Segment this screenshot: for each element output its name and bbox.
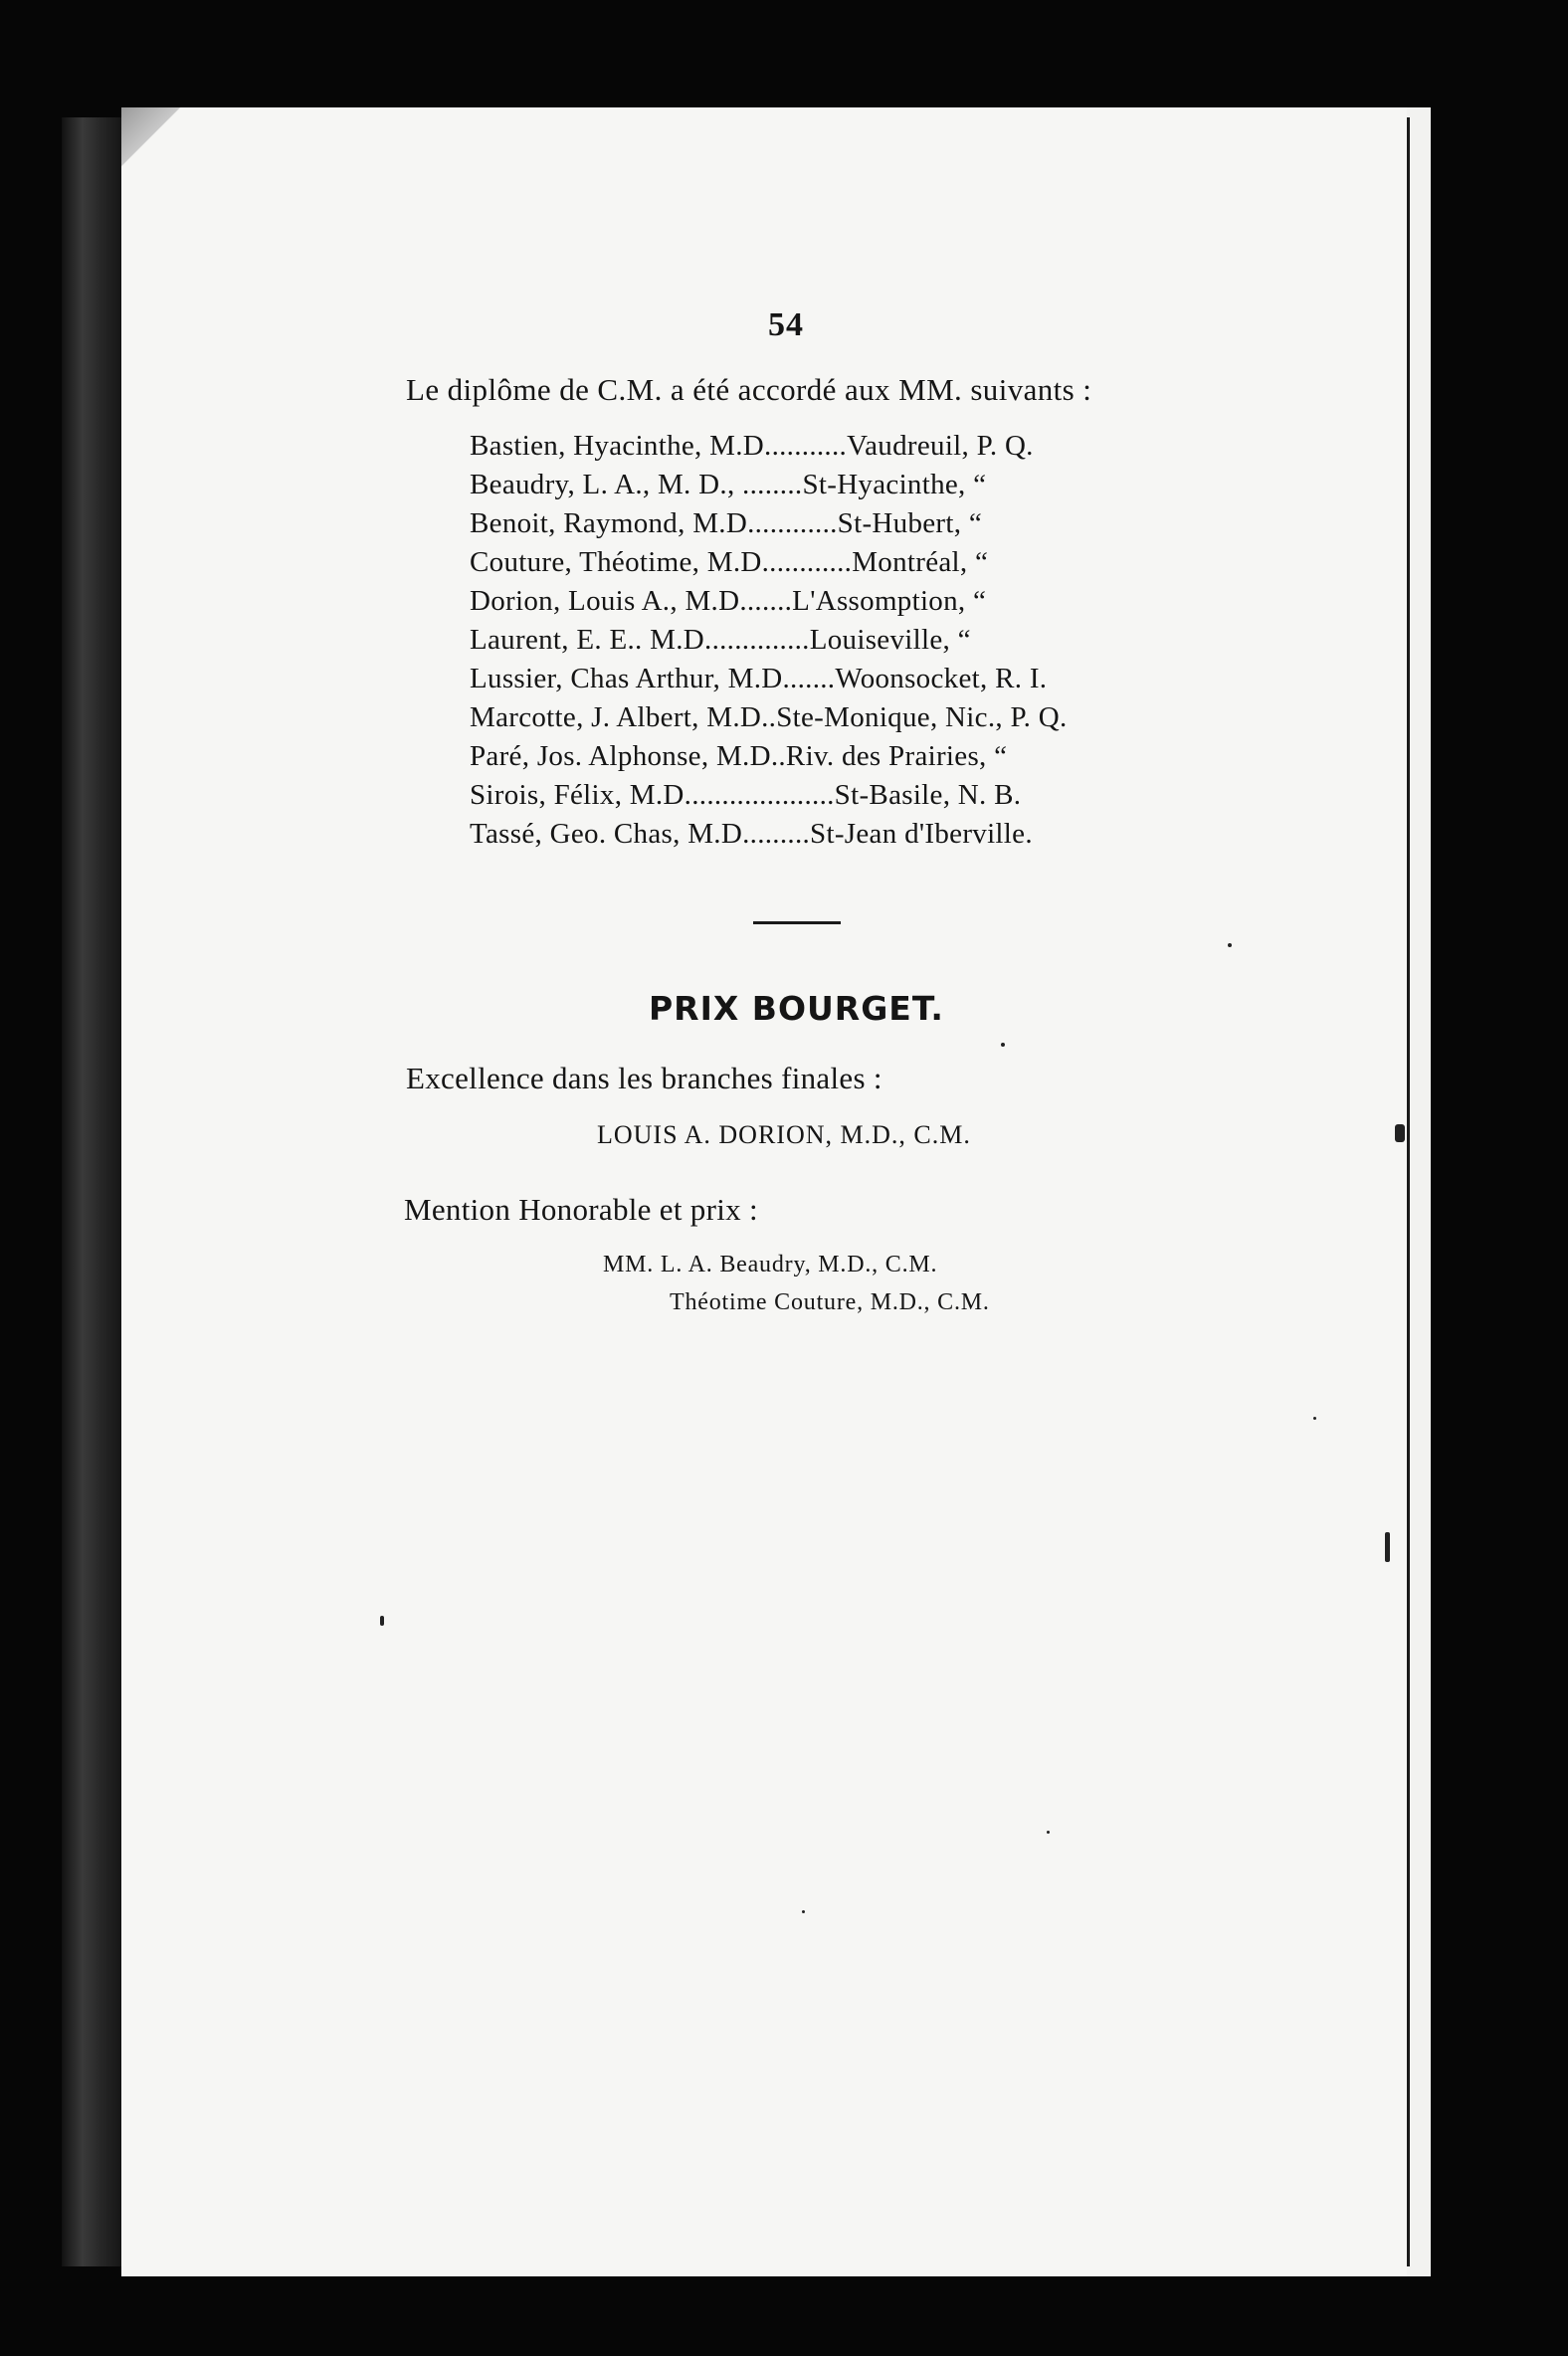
section-divider [753, 921, 841, 924]
book-spine [62, 117, 121, 2266]
graduate-entry: Benoit, Raymond, M.D............St-Hubert, “ [470, 507, 983, 539]
graduate-entry: Bastien, Hyacinthe, M.D...........Vaudreuil, P. Q. [470, 430, 1034, 462]
graduates-list [470, 430, 1166, 857]
excellence-winner: LOUIS A. DORION, M.D., C.M. [597, 1120, 971, 1149]
diploma-intro: Le diplôme de C.M. a été accordé aux MM. suivants : [406, 372, 1092, 407]
page-corner-fold [121, 107, 191, 167]
mention-recipient: Théotime Couture, M.D., C.M. [670, 1289, 990, 1315]
mention-recipient: MM. L. A. Beaudry, M.D., C.M. [603, 1252, 938, 1277]
graduate-entry: Marcotte, J. Albert, M.D..Ste-Monique, Nic., P. Q. [470, 701, 1068, 733]
scan-speck [380, 1616, 384, 1626]
graduate-entry: Paré, Jos. Alphonse, M.D..Riv. des Prairies, “ [470, 740, 1008, 772]
scan-speck [1395, 1124, 1405, 1142]
graduate-entry: Lussier, Chas Arthur, M.D.......Woonsocket, R. I. [470, 663, 1048, 694]
graduate-entry: Laurent, E. E.. M.D..............Louiseville, “ [470, 624, 971, 656]
graduate-entry: Couture, Théotime, M.D............Montréal, “ [470, 546, 989, 578]
graduate-entry: Beaudry, L. A., M. D., ........St-Hyacinthe, “ [470, 469, 987, 500]
scan-speck [1047, 1831, 1050, 1834]
graduate-entry: Tassé, Geo. Chas, M.D.........St-Jean d'Iberville. [470, 818, 1033, 850]
scan-speck [1001, 1043, 1005, 1047]
page-number: 54 [768, 306, 804, 343]
graduate-entry: Dorion, Louis A., M.D.......L'Assomption, “ [470, 585, 987, 617]
scan-speck [1385, 1532, 1390, 1562]
scan-speck [802, 1910, 805, 1913]
prize-heading: PRIX BOURGET. [649, 989, 944, 1028]
scan-speck [1228, 943, 1232, 947]
scan-speck [1313, 1417, 1316, 1420]
page-fold-line [1407, 117, 1410, 2266]
excellence-label: Excellence dans les branches finales : [406, 1061, 882, 1095]
page-edge [1407, 107, 1431, 2276]
mention-label: Mention Honorable et prix : [404, 1192, 758, 1227]
graduate-entry: Sirois, Félix, M.D....................St-Basile, N. B. [470, 779, 1022, 811]
